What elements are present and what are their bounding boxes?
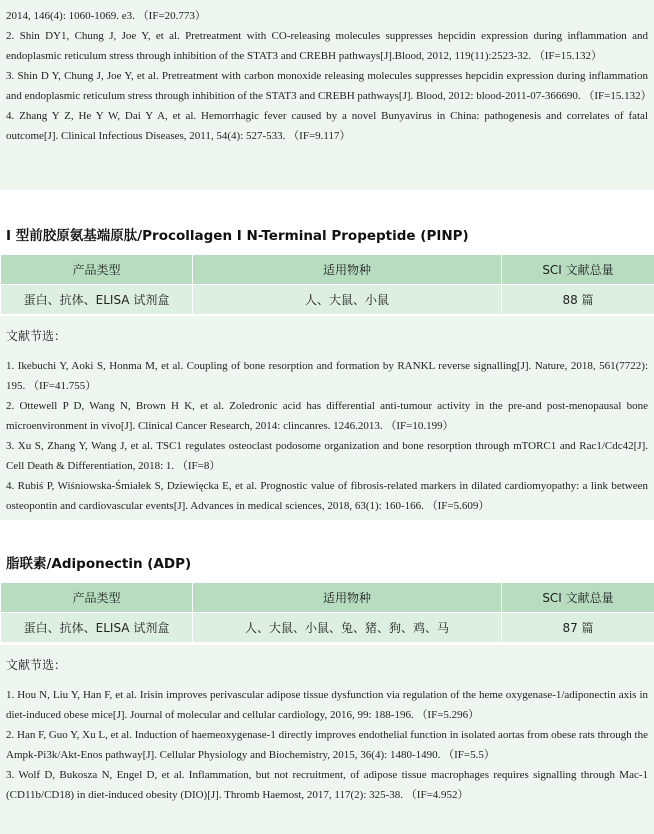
top-reference-block <box>0 0 654 190</box>
reference-item: 4. Zhang Y Z, He Y W, Dai Y A, et al. Hemorrhagic fever caused by a novel Bunyavirus in China: pathogenesis and correlates of fatal outcome[J]. Clinical Infectious Diseases, 2011, 54(4): 527-533. （IF=9.117） <box>6 110 648 142</box>
table-row <box>1 613 654 643</box>
section-title-adiponectin: 脂联素/Adiponectin (ADP) <box>6 556 192 572</box>
cell-species: 人、大鼠、小鼠 <box>193 285 502 315</box>
literature-label: 文献节选： <box>6 658 67 672</box>
header-species: 适用物种 <box>193 255 502 285</box>
reference-item: 3. Wolf D, Bukosza N, Engel D, et al. Inflammation, but not recruitment, of adipose tissue macrophages requires signalling through Mac-1 (CD11b/CD18) in diet-induced obesity (DIO)[J]. Thromb Haemost, 2017, 117(2): 325-38. （IF=4.952） <box>6 769 648 801</box>
cell-sci-count: 88 篇 <box>502 285 654 315</box>
literature-block-adiponectin <box>0 645 654 834</box>
reference-item: 2. Ottewell P D, Wang N, Brown H K, et al. Zoledronic acid has differential anti-tumour activity in the pre-and post-menopausal bone microenvironment in vivo[J]. Clinical Cancer Research, 2014: clincanres. 1246.2013. （IF=10.199） <box>6 400 648 432</box>
header-species: 适用物种 <box>193 583 502 613</box>
section-title-pinp: I 型前胶原氨基端原肽/Procollagen I N-Terminal Propeptide (PINP) <box>6 228 469 244</box>
reference-item: 2. Shin DY1, Chung J, Joe Y, et al. Pretreatment with CO-releasing molecules suppresses hepcidin expression during inflammation and endoplasmic reticulum stress through inhibition of the STAT3 and CREBH pathways[J].Blood, 2012, 119(11):2523-32. （IF=15.132） <box>6 30 648 62</box>
header-sci-count: SCI 文献总量 <box>502 583 654 613</box>
product-info-table-adiponectin <box>0 582 654 643</box>
cell-species: 人、大鼠、小鼠、兔、猪、狗、鸡、马 <box>193 613 502 643</box>
table-header-row <box>1 583 654 613</box>
cell-product-type: 蛋白、抗体、ELISA 试剂盒 <box>1 285 193 315</box>
table-header-row <box>1 255 654 285</box>
reference-item: 1. Hou N, Liu Y, Han F, et al. Irisin improves perivascular adipose tissue dysfunction via regulation of the heme oxygenase-1/adiponectin axis in diet-induced obese mice[J]. Journal of molecular and cellular cardiology, 2016, 99: 188-196. （IF=5.296） <box>6 689 648 721</box>
header-product-type: 产品类型 <box>1 583 193 613</box>
table-row <box>1 285 654 315</box>
reference-item: 2014, 146(4): 1060-1069. e3. （IF=20.773） <box>6 10 206 22</box>
cell-product-type: 蛋白、抗体、ELISA 试剂盒 <box>1 613 193 643</box>
literature-block-pinp <box>0 316 654 520</box>
reference-item: 3. Xu S, Zhang Y, Wang J, et al. TSC1 regulates osteoclast podosome organization and bone resorption through mTORC1 and Rac1/Cdc42[J]. Cell Death & Differentiation, 2018: 1. （IF=8） <box>6 440 648 472</box>
reference-item: 3. Shin D Y, Chung J, Joe Y, et al. Pretreatment with carbon monoxide releasing molecules suppresses hepcidin expression during inflammation and endoplasmic reticulum stress through inhibition of the STAT3 and CREBH pathways[J]. Blood, 2012: blood-2011-07-366690. （IF=15.132） <box>6 70 652 102</box>
reference-item: 1. Ikebuchi Y, Aoki S, Honma M, et al. Coupling of bone resorption and formation by RANKL reverse signalling[J]. Nature, 2018, 561(7722): 195. （IF=41.755） <box>6 360 648 392</box>
cell-sci-count: 87 篇 <box>502 613 654 643</box>
header-sci-count: SCI 文献总量 <box>502 255 654 285</box>
product-info-table-pinp <box>0 254 654 315</box>
reference-item: 4. Rubiś P, Wiśniowska-Śmiałek S, Dziewięcka E, et al. Prognostic value of fibrosis-related markers in dilated cardiomyopathy: a link between osteopontin and cardiovascular events[J]. Advances in medical sciences, 2018, 63(1): 160-166. （IF=5.609） <box>6 480 648 512</box>
header-product-type: 产品类型 <box>1 255 193 285</box>
reference-item: 2. Han F, Guo Y, Xu L, et al. Induction of haemeoxygenase-1 directly improves endothelial function in isolated aortas from obese rats through the Ampk-Pi3k/Akt-Enos pathway[J]. Cellular Physiology and Biochemistry, 2015, 36(4): 1480-1490. （IF=5.5） <box>6 729 648 761</box>
literature-label: 文献节选： <box>6 329 67 343</box>
